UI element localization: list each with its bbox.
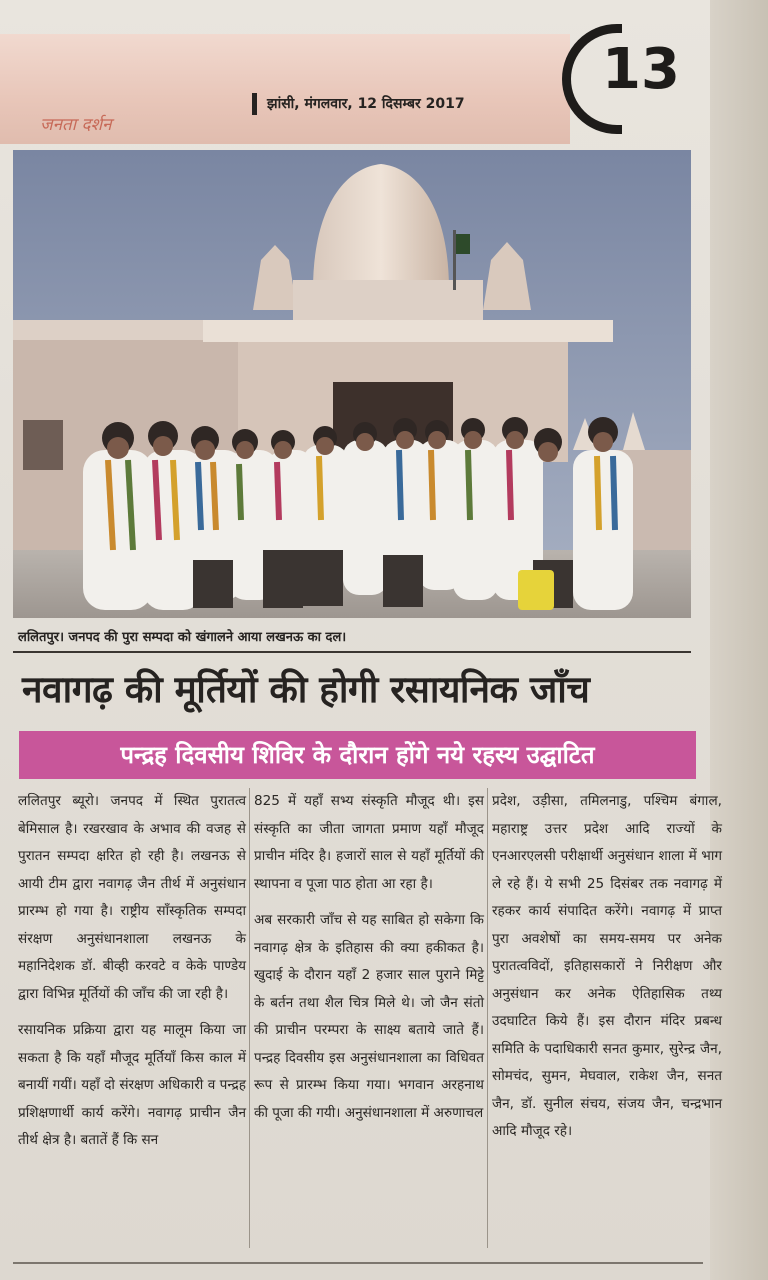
paragraph: रसायनिक प्रक्रिया द्वारा यह मालूम किया जा सकता है कि यहाँ मौजूद मूर्तियाँ किस काल में बनायीं गयीं। यहाँ दो संरक्षण अधिकारी व पन्द्रह प्रशिक्षणार्थी कार्य करेंगे। नवागढ़ प्राचीन जैन तीर्थ क्षेत्र है। बतातें हैं कि सन	[18, 1022, 246, 1148]
caption-rule	[13, 651, 691, 653]
column-divider	[249, 788, 250, 1248]
paragraph: 825 में यहाँ सभ्य संस्कृति मौजूद थी। इस संस्कृति का जीता जागता प्रमाण यहाँ मौजूद प्राचीन मंदिर है। हजारों साल से यहाँ मूर्तियों की स्थापना व पूजा पाठ होता आ रहा है।	[254, 793, 484, 892]
article-column-2	[254, 788, 484, 1136]
masthead-logo: जनता दर्शन	[40, 115, 112, 135]
article-subheadline: पन्द्रह दिवसीय शिविर के दौरान होंगे नये रहस्य उद्घाटित	[120, 741, 595, 769]
dateline: झांसी, मंगलवार, 12 दिसम्बर 2017	[252, 93, 465, 115]
article-headline: नवागढ़ की मूर्तियों की होगी रसायनिक जाँच	[22, 668, 590, 711]
bottom-rule	[13, 1262, 703, 1264]
column-divider	[487, 788, 488, 1248]
page-number: 13	[602, 37, 680, 102]
article-body	[18, 788, 724, 1258]
paragraph: प्रदेश, उड़ीसा, तमिलनाडु, पश्चिम बंगाल, महाराष्ट्र उत्तर प्रदेश आदि राज्यों के एनआरएलसी परीक्षार्थी अनुसंधान शाला में भाग ले रहे हैं। ये सभी 25 दिसंबर तक नवागढ़ में रहकर कार्य संपादित करेंगे। नवागढ़ में प्राप्त पुरा अवशेषों का समय-समय पर अनेक पुरातत्वविदों, इतिहासकारों ने निरीक्षण और अनुसंधान कर अनेक ऐतिहासिक तथ्य उदघाटित किये हैं। इस दौरान मंदिर प्रबन्ध समिति के पदाधिकारी सनत कुमार, सुरेन्द्र जैन, सोमचंद, सुमन, मेघवाल, राकेश जैन, सनत जैन, डॉ. सुनील संचय, संजय जैन, चन्द्रभान आदि मौजूद रहे।	[492, 793, 722, 1139]
article-column-3	[492, 788, 722, 1155]
photo-caption: ललितपुर। जनपद की पुरा सम्पदा को खंगालने आया लखनऊ का दल।	[18, 630, 347, 645]
paragraph: अब सरकारी जाँच से यह साबित हो सकेगा कि नवागढ़ क्षेत्र के इतिहास की क्या हकीकत है। खुदाई के दौरान यहाँ 2 हजार साल पुराने मिट्टे के बर्तन तथा शैल चित्र मिले थे। जो जैन संतो की प्राचीन परम्परा के साक्ष्य बताये जाते हैं। पन्द्रह दिवसीय इस अनुसंधानशाला का विधिवत रूप से प्रारम्भ किया गया। भगवान अरहनाथ की पूजा की गयी। अनुसंधानशाला में अरुणाचल	[254, 912, 484, 1121]
group-photo	[13, 150, 691, 618]
temple-group-photo-illustration	[13, 150, 691, 618]
article-column-1	[18, 788, 246, 1164]
paragraph: ललितपुर ब्यूरो। जनपद में स्थित पुरातत्व बेमिसाल है। रखरखाव के अभाव की वजह से पुरातन सम्पदा क्षरित हो रही है। लखनऊ से आयी टीम द्वारा नवागढ़ जैन तीर्थ में अनुसंधान प्रारम्भ हो गया है। राष्ट्रीय साँस्कृतिक सम्पदा संरक्षण अनुसंधानशाला लखनऊ के महानिदेशक डॉ. बीव्ही करवटे व केके पाण्डेय द्वारा विभिन्न मूर्तियों की जाँच की जा रही है।	[18, 793, 246, 1002]
